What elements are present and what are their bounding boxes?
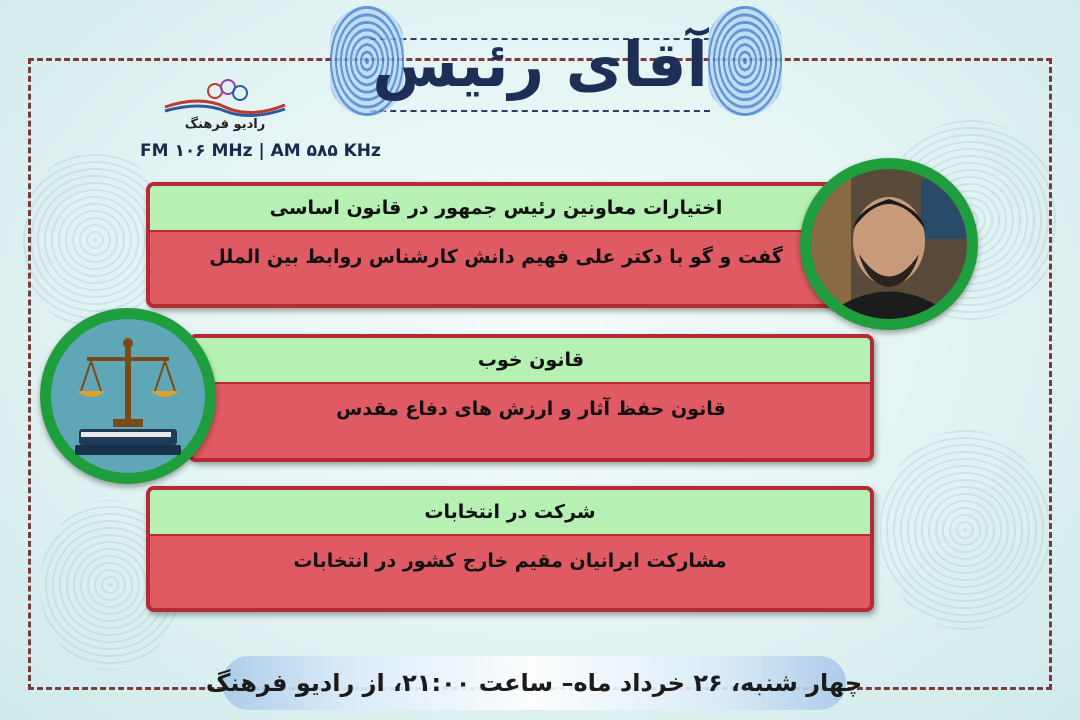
broadcast-time: چهار شنبه، ۲۶ خرداد ماه– ساعت ۲۱:۰۰، از رادیو فرهنگ [205, 669, 863, 697]
page-title: آقای رئیس [372, 27, 708, 101]
radio-logo [140, 75, 381, 170]
title-banner [340, 8, 740, 120]
station-frequency: FM ۱۰۶ MHz | AM ۵۸۵ KHz [140, 141, 381, 161]
program-card-3 [146, 486, 874, 612]
card-heading: شرکت در انتخابات [150, 490, 870, 536]
guest-photo [811, 169, 967, 319]
station-name: رادیو فرهنگ [184, 117, 266, 132]
scales-of-justice-icon [51, 319, 205, 473]
broadcast-time-banner [205, 650, 863, 716]
program-card-2 [188, 334, 874, 462]
card-heading: اختیارات معاونین رئیس جمهور در قانون اساسی [150, 186, 842, 232]
card-body: مشارکت ایرانیان مقیم خارج کشور در انتخابات [293, 550, 727, 572]
guest-avatar [800, 158, 978, 330]
program-card-1 [146, 182, 846, 308]
law-avatar [40, 308, 216, 484]
card-body: قانون حفظ آثار و ارزش های دفاع مقدس [336, 398, 726, 420]
radio-farhang-logo-icon [160, 77, 290, 119]
card-heading: قانون خوب [192, 338, 870, 384]
card-body: گفت و گو با دکتر علی فهیم دانش کارشناس روابط بین الملل [209, 246, 783, 268]
